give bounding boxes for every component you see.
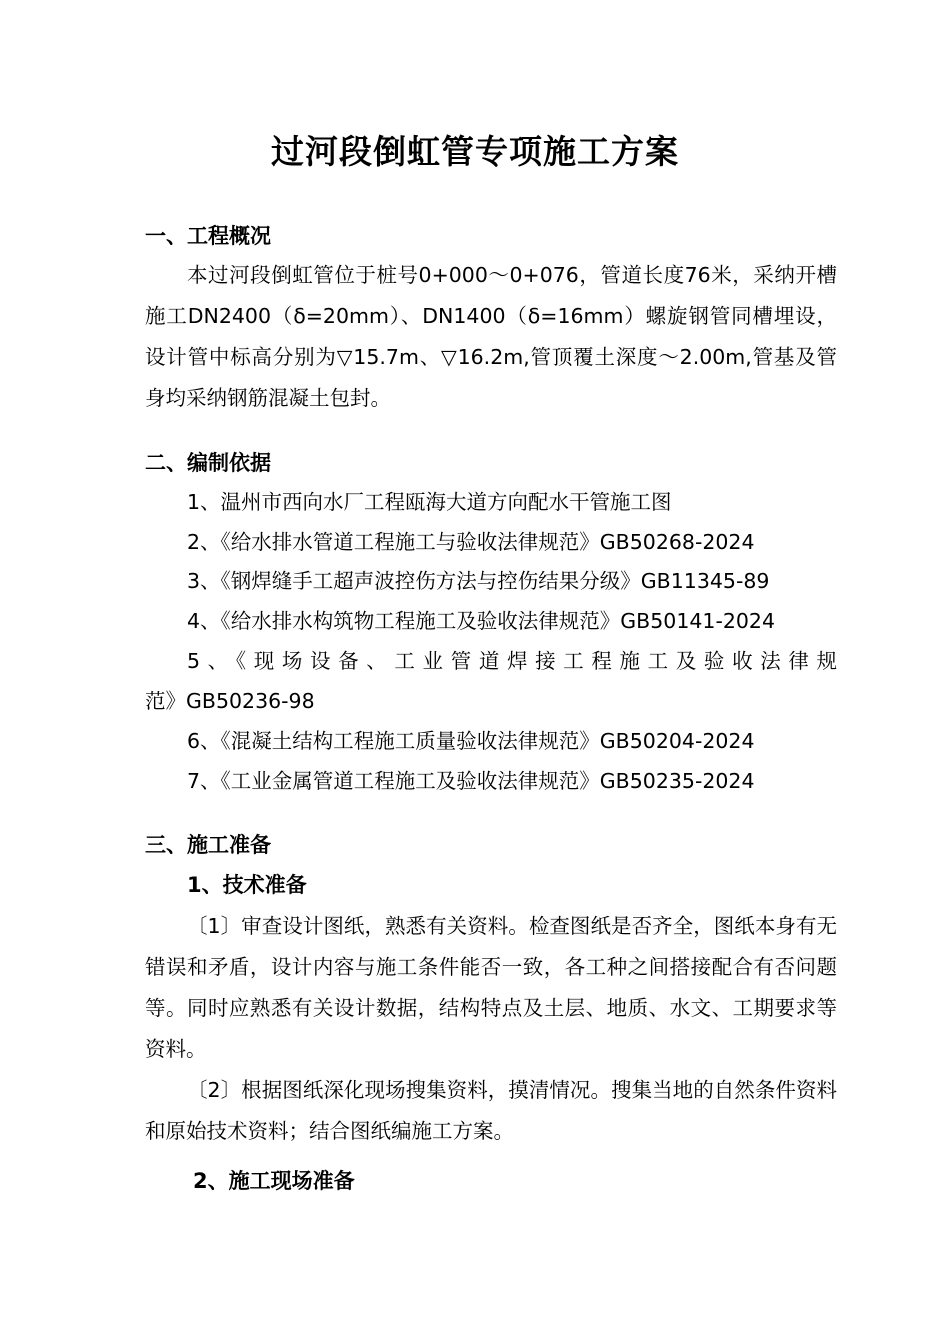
section-heading-preparation: 三、施工准备 xyxy=(145,833,271,857)
basis-item-7: 7、《工业金属管道工程施工及验收法律规范》GB50235-2024 xyxy=(187,769,755,793)
overview-paragraph: 本过河段倒虹管位于桩号0+000～0+076，管道长度76米，采纳开槽施工DN2400（δ=20mm）、DN1400（δ=16mm）螺旋钢管同槽埋设，设计管中标高分别为▽15.7m、▽16.2m,管顶覆土深度～2.00m,管基及管身均采纳钢筋混凝土包封。 xyxy=(145,263,837,410)
subsection-heading-technical: 1、技术准备 xyxy=(187,873,307,897)
basis-item-5 xyxy=(187,646,837,676)
basis-item-6: 6、《混凝土结构工程施工质量验收法律规范》GB50204-2024 xyxy=(187,729,755,753)
technical-paragraph-2: 〔2〕根据图纸深化现场搜集资料，摸清情况。搜集当地的自然条件资料和原始技术资料；结合图纸编施工方案。 xyxy=(145,1078,837,1143)
subsection-heading-site: 2、施工现场准备 xyxy=(193,1169,355,1193)
technical-paragraph-1: 〔1〕审查设计图纸，熟悉有关资料。检查图纸是否齐全，图纸本身有无错误和矛盾，设计内容与施工条件能否一致，各工种之间搭接配合有否问题等。同时应熟悉有关设计数据，结构特点及土层、地质、水文、工期要求等资料。 xyxy=(145,914,837,1061)
basis-item-3: 3、《钢焊缝手工超声波控伤方法与控伤结果分级》GB11345-89 xyxy=(187,569,770,593)
document-title: 过河段倒虹管专项施工方案 xyxy=(271,132,679,171)
basis-item-5-continuation: 范》GB50236-98 xyxy=(145,689,315,713)
basis-item-5-line-1: 5、《现场设备、工业管道焊接工程施工及验收法律规 xyxy=(187,649,837,673)
section-heading-overview: 一、工程概况 xyxy=(145,224,271,248)
basis-item-4: 4、《给水排水构筑物工程施工及验收法律规范》GB50141-2024 xyxy=(187,609,776,633)
basis-item-2: 2、《给水排水管道工程施工与验收法律规范》GB50268-2024 xyxy=(187,530,755,554)
section-heading-basis: 二、编制依据 xyxy=(145,451,271,475)
basis-item-1: 1、温州市西向水厂工程瓯海大道方向配水干管施工图 xyxy=(187,490,672,514)
